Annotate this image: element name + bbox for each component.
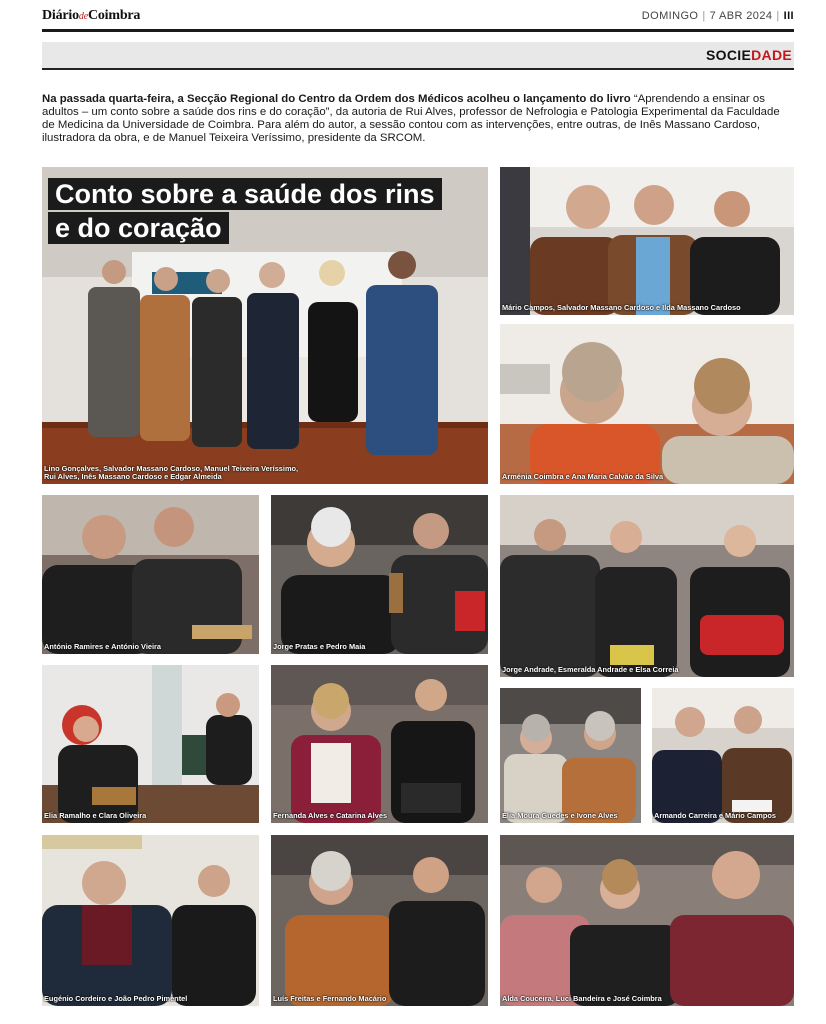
- main-photo: [42, 167, 488, 484]
- photo-caption: Luís Freitas e Fernando Macário: [273, 994, 387, 1004]
- photo-13: [500, 835, 794, 1006]
- dateline: DOMINGO | 7 ABR 2024 | III: [641, 10, 794, 22]
- photo-caption: Eugénio Cordeiro e João Pedro Pimentel: [44, 994, 188, 1004]
- section-bar: [42, 42, 794, 70]
- photo-caption: Elia Moura Guedes e Ivone Alves: [502, 811, 618, 821]
- photo-caption: Arménia Coimbra e Ana Maria Calvão da Silva: [502, 472, 664, 482]
- photo-2: [500, 167, 794, 315]
- day-of-week: DOMINGO: [641, 10, 699, 22]
- photo-11: [42, 835, 259, 1006]
- logo-de: de: [78, 11, 88, 22]
- photo-8: [271, 665, 488, 823]
- photo-caption: Lino Gonçalves, Salvador Massano Cardoso, Manuel Teixeira Veríssimo, Rui Alves, Inês Massano Cardoso e Edgar Almeida: [44, 463, 299, 482]
- masthead-rule: [42, 29, 794, 32]
- headline: [48, 178, 442, 246]
- logo-city: Coimbra: [87, 8, 141, 23]
- lead-bold: Na passada quarta-feira, a Secção Regional do Centro da Ordem dos Médicos acolheu o lançamento do livro: [42, 93, 631, 105]
- logo-main: Diário: [42, 8, 79, 23]
- masthead: [42, 6, 794, 30]
- photo-4: [42, 495, 259, 654]
- lead-paragraph: [42, 93, 794, 145]
- lead-text: “Aprendendo a ensinar os adultos – um conto sobre a saúde dos rins e do coração”, da autoria de Rui Alves, professor de Nefrologia e Patologia Experimental da Faculdade de Medicina da Universidade de Coimbra. Para além do autor, a sessão contou com as intervenções, entre outras, de Inês Massano Cardoso, ilustradora da obra, e de Manuel Teixeira Veríssimo, presidente da SRCOM.: [42, 93, 780, 144]
- photo-5: [271, 495, 488, 654]
- page-number: III: [783, 10, 794, 22]
- newspaper-logo: [42, 8, 140, 24]
- headline-line-1: Conto sobre a saúde dos rins: [48, 178, 442, 210]
- section-label: SOCIEDADE: [706, 47, 792, 63]
- photo-caption: Jorge Pratas e Pedro Maia: [273, 642, 366, 652]
- photo-7: [42, 665, 259, 823]
- photo-10: [652, 688, 794, 823]
- photo-6: [500, 495, 794, 677]
- photo-caption: Alda Couceira, Luci Bandeira e José Coimbra: [502, 994, 662, 1004]
- photo-caption: Elia Ramalho e Clara Oliveira: [44, 811, 147, 821]
- issue-date: 7 ABR 2024: [709, 10, 773, 22]
- photo-caption: António Ramires e António Vieira: [44, 642, 162, 652]
- headline-line-2: e do coração: [48, 212, 229, 244]
- photo-caption: Mário Campos, Salvador Massano Cardoso e Ilda Massano Cardoso: [502, 303, 741, 313]
- photo-3: [500, 324, 794, 484]
- photo-9: [500, 688, 641, 823]
- photo-caption: Jorge Andrade, Esmeralda Andrade e Elsa Correia: [502, 665, 679, 675]
- photo-caption: Armando Carreira e Mário Campos: [654, 811, 776, 821]
- photo-12: [271, 835, 488, 1006]
- photo-caption: Fernanda Alves e Catarina Alves: [273, 811, 388, 821]
